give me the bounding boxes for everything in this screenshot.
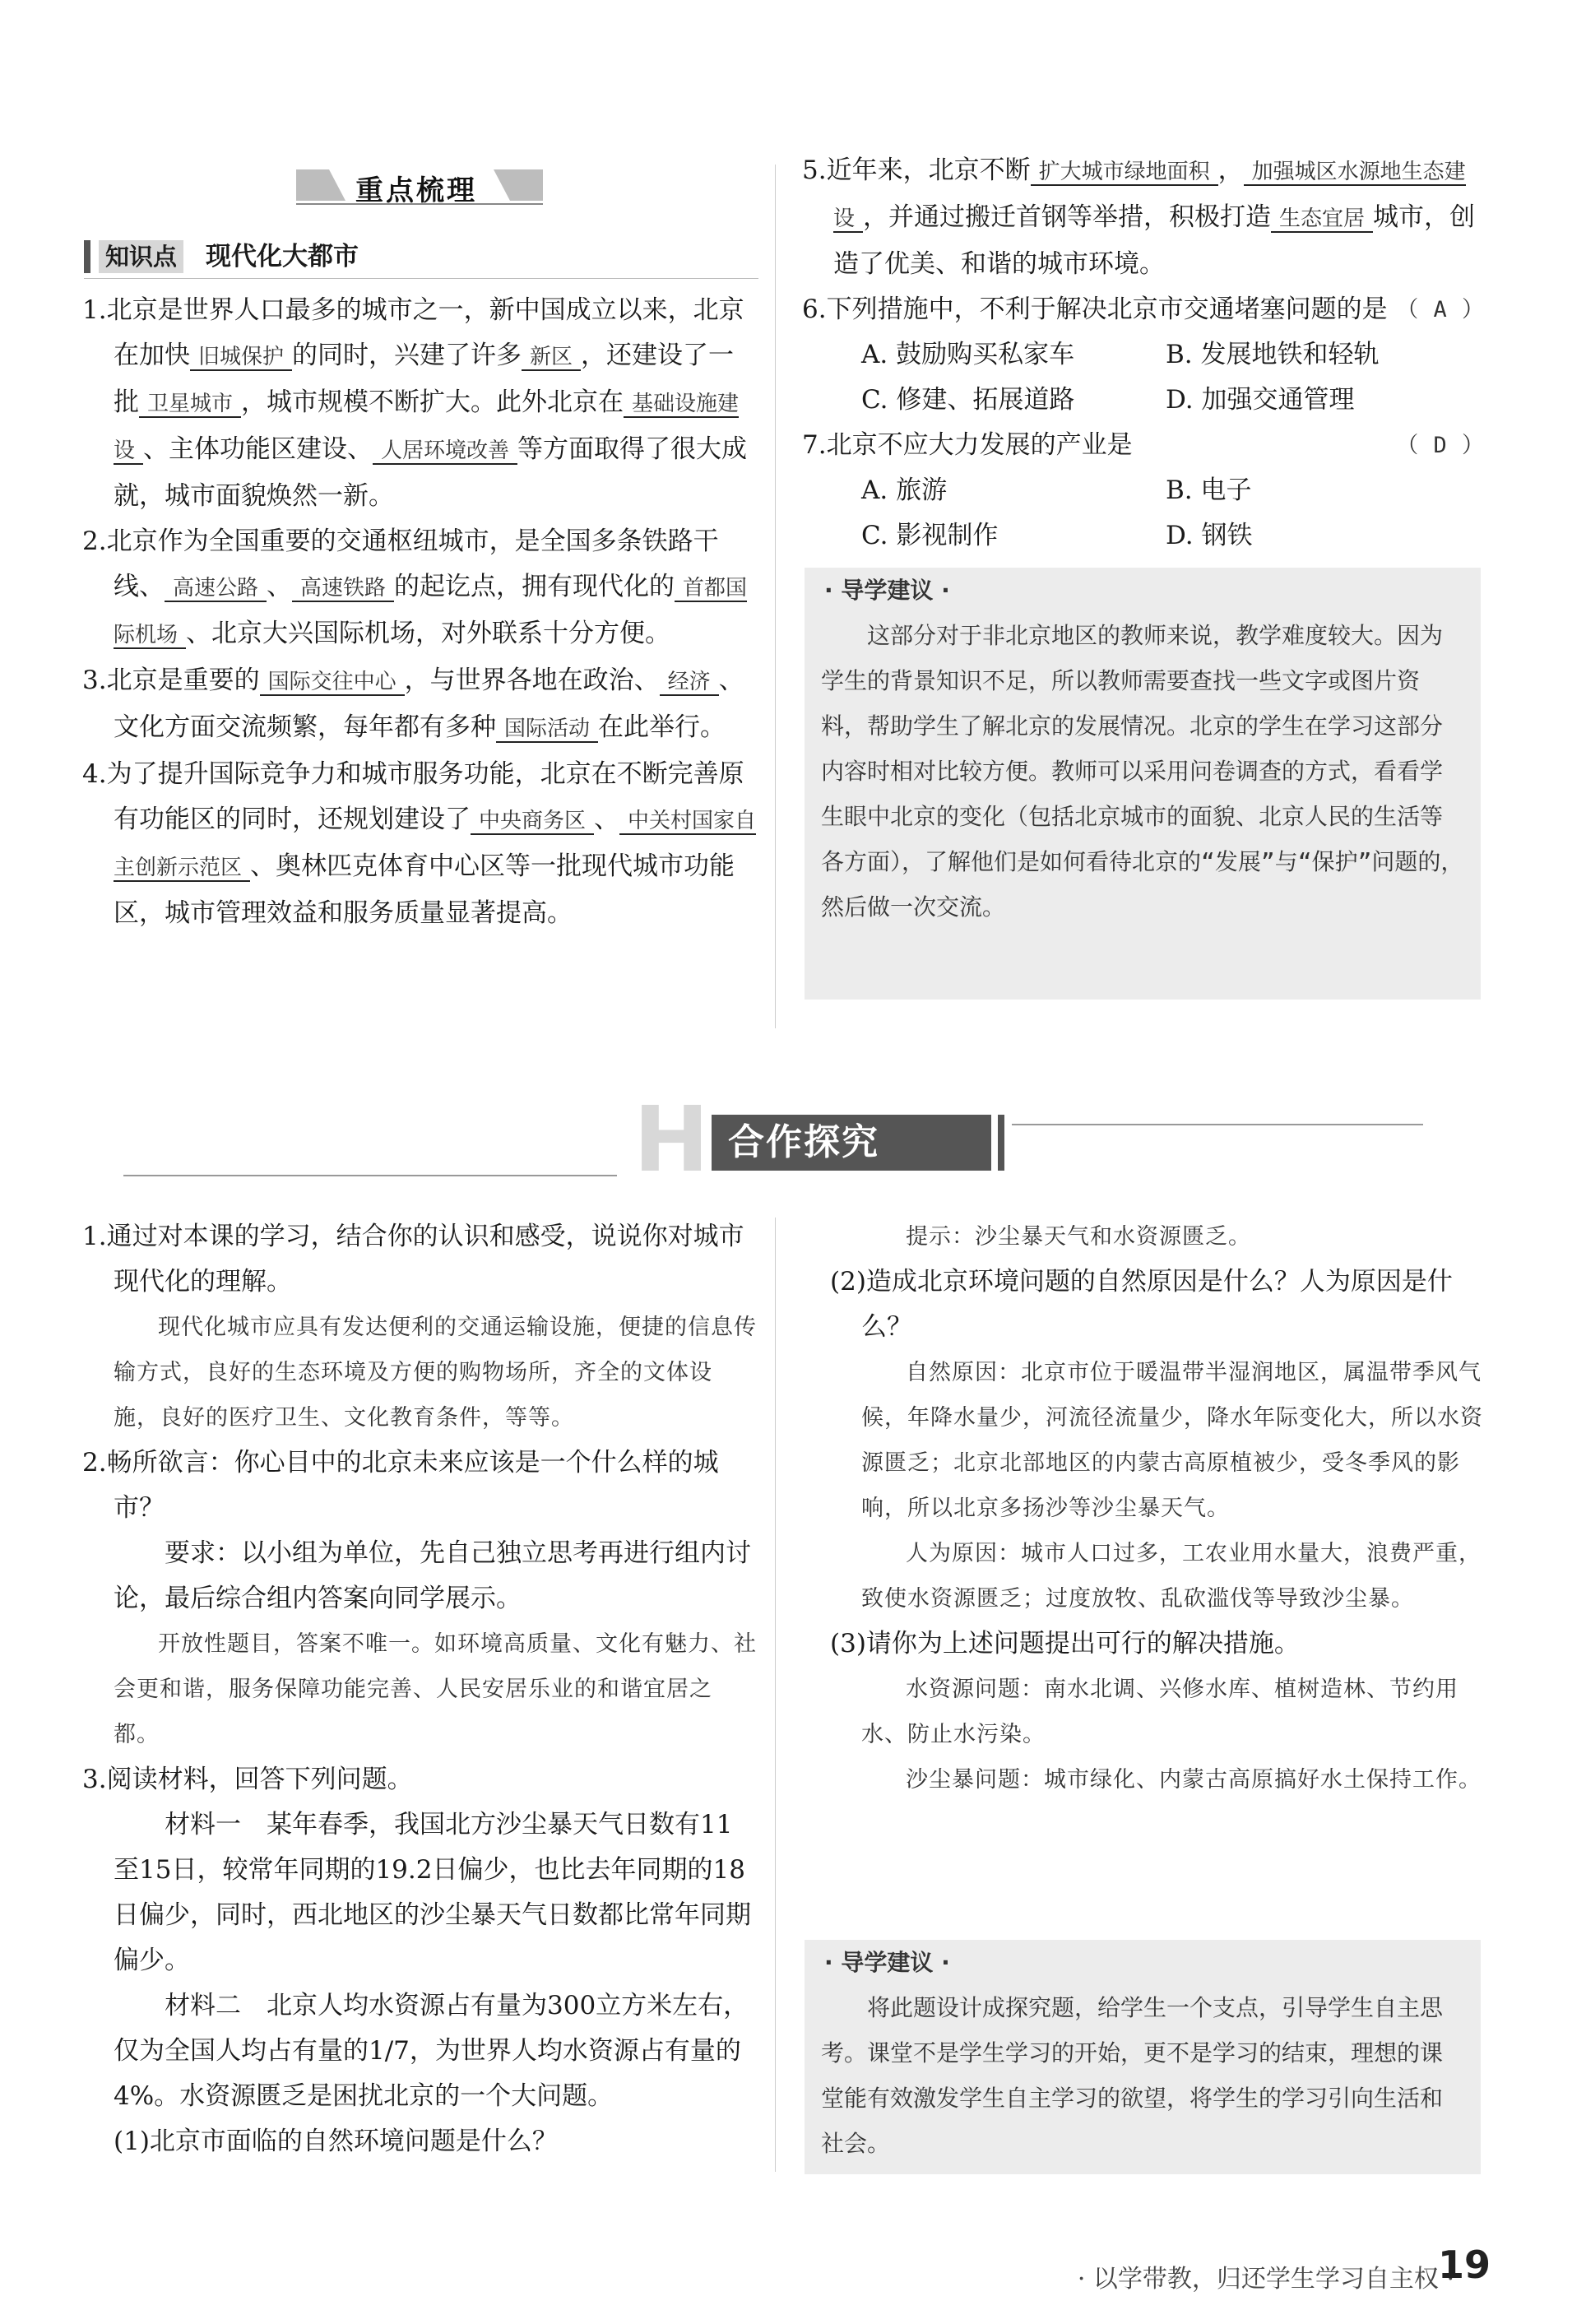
- answer-blank: 经济: [660, 670, 719, 696]
- guide-body: 这部分对于非北京地区的教师来说，教学难度较大。因为学生的背景知识不足，所以教师需要查找一些文字或图片资料，帮助学生了解北京的发展情况。北京的学生在学习这部分内容时相对比较方便。教师可以采用问卷调查的方式，看看学生眼中北京的变化（包括北京城市的面貌、北京人民的生活等各方面），了解他们是如何看待北京的“发展”与“保护”问题的，然后做一次交流。: [821, 622, 1464, 921]
- section-banner-title: 合作探究: [712, 1115, 991, 1171]
- right-column-1: [802, 148, 1485, 559]
- coop-question-3: 3.阅读材料，回答下列问题。: [82, 1765, 413, 1794]
- question-5: 5.近年来，北京不断 扩大城市绿地面积 ， 加强城区水源地生态建设 ，并通过搬迁首钢等举措，积极打造 生态宜居 城市，创造了优美、和谐的城市环境。: [802, 155, 1476, 279]
- sub-question-2: (2)造成北京环境问题的自然原因是什么？人为原因是什么？: [830, 1267, 1453, 1342]
- guide-title: · 导学建议 ·: [824, 577, 950, 604]
- option-b: B. 发展地铁和轻轨: [1166, 340, 1380, 369]
- question-4: 4.为了提升国际竞争力和城市服务功能，北京在不断完善原有功能区的同时，还规划建设了 中央商务区 、 中关村国家自主创新示范区 、奥林匹克体育中心区等一批现代城市功能区，城市管理效益和服务质量显著提高。: [82, 759, 757, 928]
- options-q6-2: [802, 378, 1485, 423]
- option-c: C. 修建、拓展道路: [861, 385, 1075, 415]
- kp-title: 现代化大都市: [206, 242, 359, 271]
- answer-blank: 中央商务区: [471, 809, 594, 835]
- answer-blank: 加强城区水源地生态建设: [833, 160, 1466, 231]
- option-c: C. 影视制作: [861, 521, 999, 550]
- choice-answer: （ D ）: [1396, 433, 1485, 458]
- human-causes: 人为原因：城市人口过多，工农业用水量大，浪费严重，致使水资源匮乏；过度放牧、乱砍滥伐等导致沙尘暴。: [861, 1541, 1482, 1612]
- option-a: A. 旅游: [861, 475, 948, 505]
- answer-blank: 生态宜居: [1271, 206, 1373, 233]
- sandstorm-measures: 沙尘暴问题：城市绿化、内蒙古高原搞好水土保持工作。: [906, 1767, 1482, 1793]
- options-q6: [802, 332, 1485, 378]
- question-6: 6.下列措施中，不利于解决北京市交通堵塞问题的是 （ A ）: [802, 287, 1485, 332]
- option-d: D. 钢铁: [1166, 521, 1253, 550]
- kp-tag: 知识点: [99, 240, 183, 273]
- answer-blank: 基础设施建设: [114, 392, 740, 463]
- choice-answer: （ A ）: [1396, 297, 1485, 322]
- question-7: 7.北京不应大力发展的产业是 （ D ）: [802, 423, 1485, 468]
- options-q7: [802, 468, 1485, 513]
- left-column-2: [82, 1214, 757, 2164]
- question-3: 3.北京是重要的 国际交往中心 ，与世界各地在政治、 经济 、文化方面交流频繁，每年都有多种 国际活动 在此举行。: [82, 666, 744, 742]
- guide-box-1: [805, 568, 1481, 1000]
- water-measures: 水资源问题：南水北调、兴修水库、植树造林、节约用水、防止水污染。: [861, 1677, 1458, 1747]
- answer-blank: 国际活动: [496, 717, 598, 743]
- coop-answer-2: 开放性题目，答案不唯一。如环境高质量、文化有魅力、社会更和谐，服务保障功能完善、人民安居乐业的和谐宜居之都。: [114, 1631, 757, 1747]
- column-divider: [775, 1218, 776, 2172]
- section-banner-key-points: [296, 161, 543, 211]
- answer-blank: 首都国际机场: [114, 576, 748, 647]
- answer-blank: 新区: [522, 345, 581, 371]
- guide-box-2: [805, 1940, 1481, 2174]
- answer-blank: 人居环境改善: [373, 438, 517, 465]
- knowledge-point-header: [84, 237, 758, 279]
- answer-blank: 高速公路: [165, 576, 267, 602]
- natural-causes: 自然原因：北京市位于暖温带半湿润地区，属温带季风气候，年降水量少，河流径流量少，降水年际变化大，所以水资源匮乏；北京北部地区的内蒙古高原植被少，受冬季风的影响，所以北京多扬沙等沙尘暴天气。: [861, 1360, 1483, 1521]
- page-number: 19: [1437, 2243, 1491, 2287]
- answer-blank: 高速铁路: [292, 576, 394, 602]
- kp-bar: [84, 240, 90, 273]
- section-banner-cooperative: [123, 1087, 1440, 1192]
- guide-body: 将此题设计成探究题，给学生一个支点，引导学生自主思考。课堂不是学生学习的开始，更不是学习的结束，理想的课堂能有效激发学生自主学习的欲望，将学生的学习引向生活和社会。: [821, 1994, 1444, 2157]
- guide-title: · 导学建议 ·: [824, 1949, 950, 1976]
- material-2: 材料二 北京人均水资源占有量为300立方米左右，仅为全国人均占有量的1/7，为世界人均水资源占有量的4%。水资源匮乏是困扰北京的一个大问题。: [114, 1991, 749, 2111]
- coop-question-1: 1.通过对本课的学习，结合你的认识和感受，说说你对城市现代化的理解。: [82, 1222, 744, 1297]
- answer-blank: 扩大城市绿地面积: [1031, 160, 1218, 186]
- sub-question-3: (3)请你为上述问题提出可行的解决措施。: [830, 1629, 1300, 1658]
- options-q7-2: [802, 513, 1485, 559]
- h-letter-icon: H: [633, 1087, 710, 1192]
- left-column-1: [82, 288, 757, 936]
- option-a: A. 鼓励购买私家车: [861, 340, 1075, 369]
- coop-answer-1: 现代化城市应具有发达便利的交通运输设施，便捷的信息传输方式，良好的生态环境及方便的购物场所，齐全的文体设施，良好的医疗卫生、文化教育条件，等等。: [114, 1315, 757, 1431]
- right-column-2: [802, 1214, 1485, 1802]
- option-d: D. 加强交通管理: [1166, 385, 1355, 415]
- footer-slogan: · 以学带教，归还学生学习自主权 ·: [1077, 2265, 1454, 2294]
- answer-blank: 中关村国家自主创新示范区: [114, 809, 757, 880]
- sub-question-1: (1)北京市面临的自然环境问题是什么？: [114, 2127, 558, 2156]
- banner-rule-left: [123, 1175, 617, 1176]
- material-1: 材料一 某年春季，我国北方沙尘暴天气日数有11至15日，较常年同期的19.2日偏少，也比去年同期的18日偏少，同时，西北地区的沙尘暴天气日数都比常年同期偏少。: [114, 1810, 751, 1975]
- section-banner-title: 重点梳理: [355, 174, 477, 207]
- answer-blank: 国际交往中心: [260, 670, 405, 696]
- coop-question-2: 2.畅所欲言：你心目中的北京未来应该是一个什么样的城市？: [82, 1448, 719, 1523]
- answer-blank: 旧城保护: [190, 345, 292, 371]
- question-1: 1.北京是世界人口最多的城市之一，新中国成立以来，北京在加快 旧城保护 的同时，兴建了许多 新区 ，还建设了一批 卫星城市 ，城市规模不断扩大。此外北京在 基础设施建设 、主体功能区建设、 人居环境改善 等方面取得了很大成就，城市面貌焕然一新。: [82, 295, 748, 511]
- question-2: 2.北京作为全国重要的交通枢纽城市，是全国多条铁路干线、 高速公路 、 高速铁路 的起讫点，拥有现代化的 首都国际机场 、北京大兴国际机场，对外联系十分方便。: [82, 526, 748, 648]
- banner-rule-right: [1012, 1124, 1423, 1125]
- column-divider: [775, 165, 776, 1028]
- hint-1: 提示：沙尘暴天气和水资源匮乏。: [906, 1224, 1251, 1250]
- answer-blank: 卫星城市: [139, 392, 241, 418]
- option-b: B. 电子: [1166, 475, 1252, 505]
- coop-requirement-2: 要求：以小组为单位，先自己独立思考再进行组内讨论，最后综合组内答案向同学展示。: [114, 1538, 751, 1613]
